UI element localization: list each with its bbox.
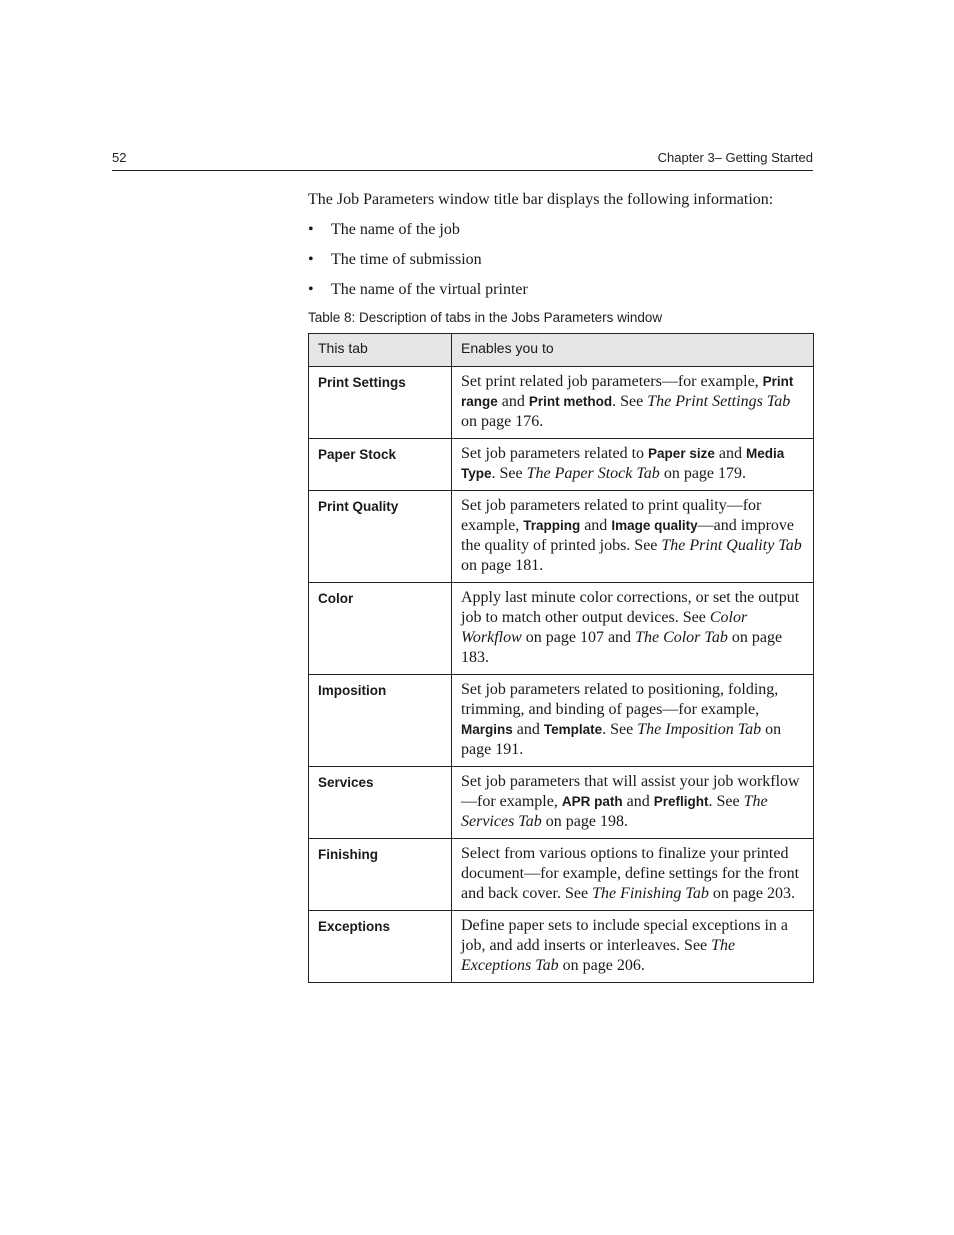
description-text: . See (612, 393, 648, 410)
description-text: on page 198. (541, 813, 628, 830)
tab-description-cell (452, 911, 814, 983)
tab-description-cell (452, 367, 814, 439)
column-header-enables: Enables you to (452, 334, 814, 367)
intro-paragraph: The Job Parameters window title bar displays the following information: (308, 191, 774, 208)
description-text: and (714, 445, 746, 462)
page-content (308, 190, 813, 983)
table-row (309, 675, 814, 767)
table-row (309, 367, 814, 439)
cross-reference: The Exceptions Tab (461, 937, 736, 974)
description-text: Set job parameters that will assist your job workflow—for example, (461, 773, 800, 810)
tab-description-cell (452, 583, 814, 675)
cross-reference: The Services Tab (461, 793, 768, 830)
list-item (308, 280, 813, 300)
description-text: —and improve the quality of printed jobs. See (461, 517, 795, 554)
ui-term: Template (543, 722, 603, 737)
description-text: on page 206. (558, 957, 645, 974)
table-row (309, 911, 814, 983)
tab-description-cell (452, 491, 814, 583)
description-text: Set job parameters related to print quality—for example, (461, 497, 762, 534)
cross-reference: The Print Quality Tab (661, 537, 802, 554)
page-number: 52 (112, 150, 127, 165)
description-text: on page 107 and (521, 629, 636, 646)
description-text: Select from various options to finalize your printed document—for example, define settings for the front and back cover. See (461, 845, 800, 902)
bullet-icon: • (308, 221, 314, 238)
tab-name-cell: Paper Stock (309, 439, 452, 491)
ui-term: Media Type (461, 446, 785, 481)
description-text: Define paper sets to include special exceptions in a job, and add inserts or interleaves. See (461, 917, 788, 954)
table-row (309, 839, 814, 911)
table-row (309, 767, 814, 839)
description-text: and (622, 793, 654, 810)
cross-reference: Color Workflow (461, 609, 748, 646)
description-text: and (512, 721, 544, 738)
ui-term: Trapping (523, 518, 581, 533)
list-item-text: The name of the virtual printer (331, 281, 528, 298)
tab-description-cell (452, 675, 814, 767)
description-text: Apply last minute color corrections, or set the output job to match other output devices. See (461, 589, 800, 626)
ui-term: Print range (461, 374, 794, 409)
tab-description-cell (452, 839, 814, 911)
table-row (309, 491, 814, 583)
list-item-text: The name of the job (331, 221, 460, 238)
list-item (308, 220, 813, 240)
list-item (308, 250, 813, 270)
description-text: on page 179. (659, 465, 747, 482)
cross-reference: The Imposition Tab (637, 721, 762, 738)
description-text: and (580, 517, 612, 534)
bullet-icon: • (308, 281, 314, 298)
description-text: and (497, 393, 529, 410)
description-text: . See (708, 793, 744, 810)
chapter-title: Chapter 3– Getting Started (657, 150, 813, 165)
tab-description-cell (452, 767, 814, 839)
tab-name-cell: Imposition (309, 675, 452, 767)
ui-term: Preflight (653, 794, 709, 809)
description-text: on page 183. (461, 629, 783, 666)
tab-name-cell: Exceptions (309, 911, 452, 983)
cross-reference: The Color Tab (635, 629, 728, 646)
tab-name-cell: Finishing (309, 839, 452, 911)
table-row (309, 439, 814, 491)
ui-term: Margins (461, 722, 513, 737)
cross-reference: The Print Settings Tab (647, 393, 791, 410)
tab-name-cell: Color (309, 583, 452, 675)
tab-name-cell: Print Settings (309, 367, 452, 439)
page-header (112, 148, 813, 171)
ui-term: Paper size (648, 446, 715, 461)
description-text: . See (491, 465, 527, 482)
cross-reference: The Paper Stock Tab (526, 465, 660, 482)
bullet-list (308, 220, 813, 300)
table-caption: Table 8: Description of tabs in the Jobs Parameters window (308, 310, 663, 325)
description-text: . See (602, 721, 638, 738)
description-text: on page 191. (461, 721, 782, 758)
list-item-text: The time of submission (331, 251, 482, 268)
tab-name-cell: Print Quality (309, 491, 452, 583)
ui-term: APR path (561, 794, 623, 809)
ui-term: Print method (528, 394, 613, 409)
cross-reference: The Finishing Tab (592, 885, 709, 902)
description-text: Set print related job parameters—for example, (461, 373, 763, 390)
bullet-icon: • (308, 251, 314, 268)
column-header-tab: This tab (309, 334, 452, 367)
table-row (309, 583, 814, 675)
tabs-table (308, 333, 814, 983)
table-header-row (309, 334, 814, 367)
tab-description-cell (452, 439, 814, 491)
description-text: on page 203. (708, 885, 796, 902)
description-text: Set job parameters related to (461, 445, 649, 462)
description-text: on page 181. (461, 557, 544, 574)
tab-name-cell: Services (309, 767, 452, 839)
description-text: Set job parameters related to positioning, folding, trimming, and binding of pages—for example, (461, 681, 779, 718)
ui-term: Image quality (611, 518, 698, 533)
description-text: on page 176. (461, 413, 544, 430)
